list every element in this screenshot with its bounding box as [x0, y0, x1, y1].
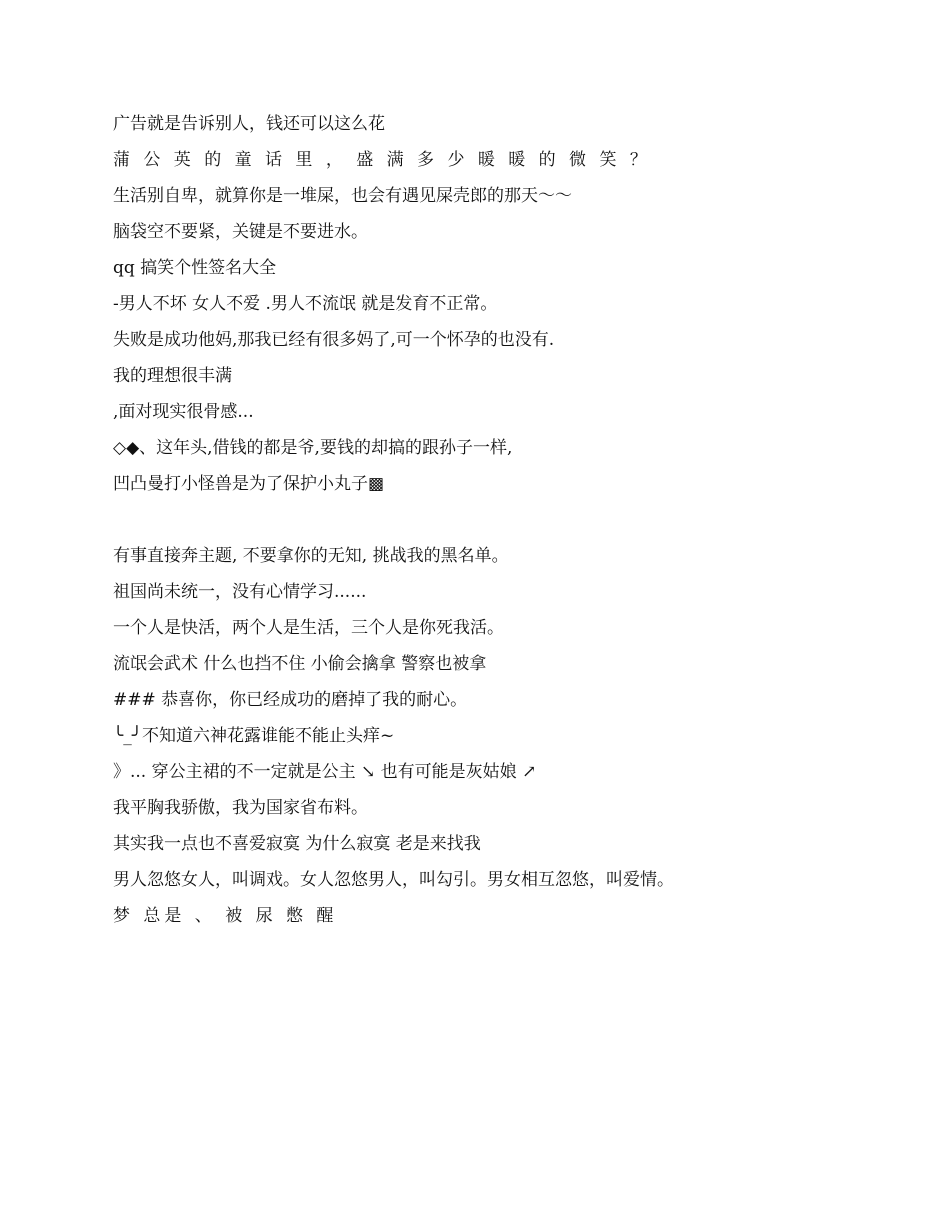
text-line: ◇◆、这年头,借钱的都是爷,要钱的却搞的跟孙子一样,	[113, 438, 513, 458]
text-line: 我平胸我骄傲，我为国家省布料。	[113, 798, 368, 818]
text-line: 失败是成功他妈,那我已经有很多妈了,可一个怀孕的也没有.	[113, 330, 555, 350]
text-line: 有事直接奔主题, 不要拿你的无知, 挑战我的黑名单。	[113, 546, 509, 566]
text-line: 祖国尚未统一，没有心情学习......	[113, 582, 367, 602]
document-body	[113, 111, 893, 939]
text-line: 男人忽悠女人，叫调戏。女人忽悠男人，叫勾引。男女相互忽悠，叫爱情。	[113, 870, 674, 890]
text-line: -男人不坏 女人不爱 .男人不流氓 就是发育不正常。	[113, 294, 498, 314]
text-line: 脑袋空不要紧，关键是不要进水。	[113, 222, 368, 242]
text-line: 生活别自卑，就算你是一堆屎，也会有遇见屎壳郎的那天～～	[113, 186, 572, 206]
text-line: 蒲 公 英 的 童 话 里 ， 盛 满 多 少 暖 暖 的 微 笑 ？	[113, 150, 651, 170]
text-line: ,面对现实很骨感...	[113, 402, 254, 422]
text-line: ╰_╯不知道六神花露谁能不能止头痒~	[113, 726, 395, 746]
text-line: 凹凸曼打小怪兽是为了保护小丸子▩	[113, 474, 385, 494]
text-line: 流氓会武术 什么也挡不住 小偷会擒拿 警察也被拿	[113, 654, 487, 674]
text-line: 其实我一点也不喜爱寂寞 为什么寂寞 老是来找我	[113, 834, 481, 854]
text-line: ### 恭喜你，你已经成功的磨掉了我的耐心。	[113, 690, 468, 710]
paragraph-gap	[113, 507, 893, 543]
text-line: 》... 穿公主裙的不一定就是公主 ↘ 也有可能是灰姑娘 ↗	[113, 762, 537, 782]
text-line: 我的理想很丰满	[113, 366, 232, 386]
text-line: qq 搞笑个性签名大全	[113, 258, 277, 278]
text-line: 广告就是告诉别人，钱还可以这么花	[113, 114, 385, 134]
text-line: 梦 总是 、 被 尿 憋 醒	[113, 906, 338, 926]
text-line: 一个人是快活，两个人是生活，三个人是你死我活。	[113, 618, 504, 638]
